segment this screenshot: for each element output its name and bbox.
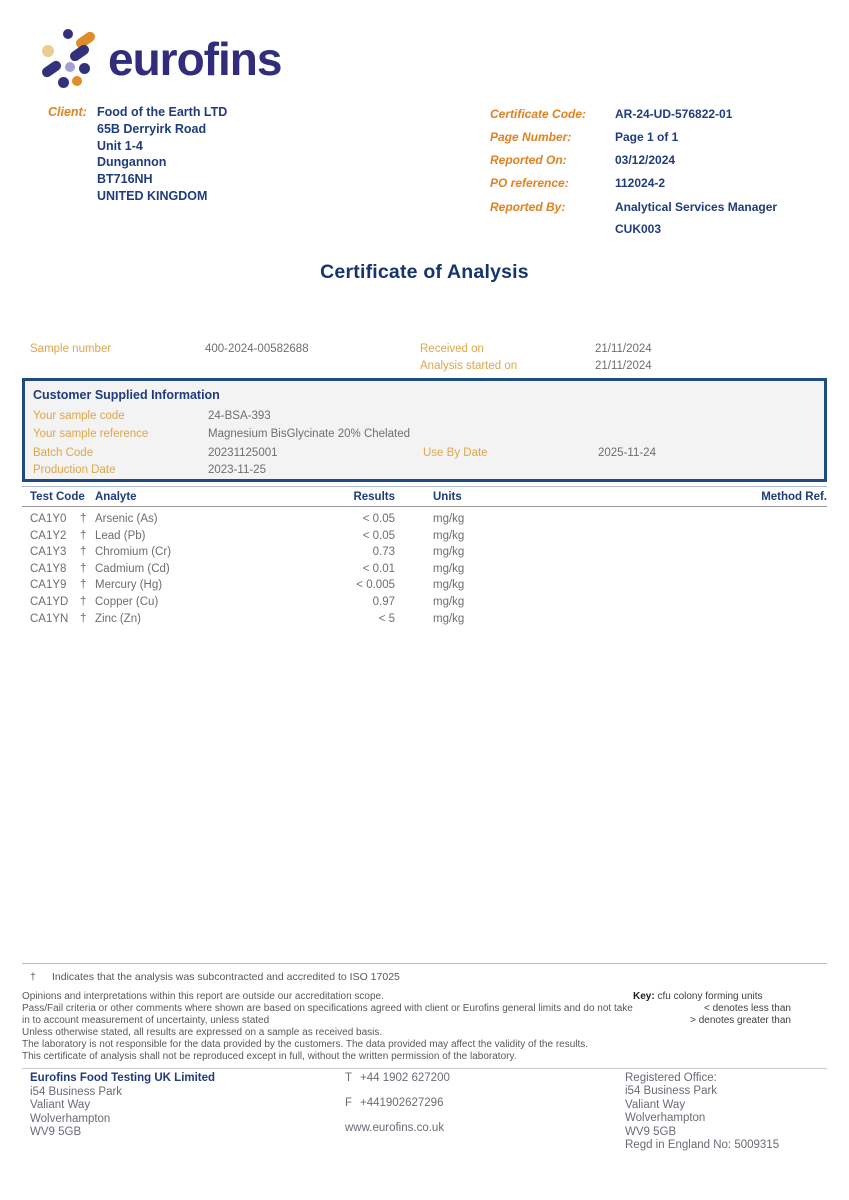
key-cfu-text: cfu colony forming units: [657, 991, 763, 1002]
result-cell: 0.97: [372, 595, 395, 608]
note-line: Pass/Fail criteria or other comments where shown are based on specifications agreed with client or Eurofins general limits and do not take in to account measurement of uncertainty, unless stated: [22, 1002, 633, 1026]
po-reference-value: 112024-2: [615, 176, 666, 190]
analyte-cell: Arsenic (As): [95, 513, 158, 525]
units-cell: mg/kg: [433, 562, 465, 575]
subcontracted-flag: †: [80, 595, 87, 608]
your-sample-reference-value: Magnesium BisGlycinate 20% Chelated: [208, 428, 410, 440]
footer-company-address3: Wolverhampton: [30, 1112, 111, 1125]
result-cell: < 5: [378, 612, 395, 625]
footer-company-block: [30, 1072, 215, 1140]
registered-address2: Valiant Way: [625, 1098, 686, 1111]
footer-registered-block: [625, 1072, 779, 1152]
reported-by-value: Analytical Services Manager: [615, 200, 778, 214]
key-block: [633, 991, 791, 1027]
eurofins-wordmark: eurofins: [108, 33, 282, 85]
page-number-value: Page 1 of 1: [615, 130, 679, 144]
fax-prefix: F: [345, 1097, 353, 1109]
sample-number-value: 400-2024-00582688: [205, 343, 309, 355]
customer-info-header: Customer Supplied Information: [33, 388, 220, 402]
fax-number: +441902627296: [360, 1097, 444, 1109]
registered-number: Regd in England No: 5009315: [625, 1139, 780, 1152]
note-line: The laboratory is not responsible for the data provided by the customers. The data provided may affect the validity of the results.: [22, 1038, 589, 1050]
registered-address3: Wolverhampton: [625, 1112, 706, 1125]
col-method-ref: Method Ref.: [761, 491, 827, 503]
table-row: [22, 512, 827, 529]
disclaimer-notes: [22, 991, 634, 1062]
logo-dot-icon: [79, 63, 90, 74]
key-less-than: < denotes less than: [703, 1002, 791, 1014]
results-table-header: [22, 487, 827, 507]
logo-capsule-icon: [68, 43, 91, 63]
website-link: www.eurofins.co.uk: [345, 1122, 445, 1134]
production-date-value: 2023-11-25: [208, 464, 266, 476]
notes-divider: [22, 963, 827, 964]
table-row: [22, 545, 827, 562]
registered-address4: WV9 5GB: [625, 1125, 677, 1138]
footer-company-address4: WV9 5GB: [30, 1126, 82, 1138]
use-by-date-label: Use By Date: [423, 447, 488, 459]
received-on-label: Received on: [420, 343, 484, 355]
col-units: Units: [433, 491, 462, 503]
footer-company-address2: Valiant Way: [30, 1099, 91, 1111]
certificate-code-label: Certificate Code:: [490, 107, 587, 121]
units-cell: mg/kg: [433, 595, 465, 608]
batch-code-label: Batch Code: [33, 447, 94, 459]
production-date-label: Production Date: [33, 464, 116, 476]
customer-supplied-info-box: [22, 378, 827, 482]
note-line: This certificate of analysis shall not be reproduced except in full, without the written permission of the laboratory.: [22, 1050, 517, 1062]
logo-capsule-icon: [40, 59, 63, 79]
subcontracted-flag: †: [80, 612, 87, 625]
phone-prefix: T: [345, 1072, 353, 1084]
client-name: Food of the Earth LTD: [97, 105, 228, 119]
analyte-cell: Lead (Pb): [95, 529, 146, 542]
dagger-symbol: †: [30, 971, 36, 983]
client-address2: Unit 1-4: [97, 138, 143, 153]
analyte-cell: Mercury (Hg): [95, 579, 163, 592]
eurofins-logo: [38, 26, 281, 90]
subcontracted-flag: †: [80, 529, 87, 542]
subcontracted-flag: †: [80, 562, 87, 575]
units-cell: mg/kg: [433, 529, 465, 542]
note-line: Opinions and interpretations within this report are outside our accreditation scope.: [22, 991, 384, 1002]
client-address1: 65B Derryirk Road: [97, 121, 207, 136]
results-table: [22, 486, 827, 628]
reported-on-value: 03/12/2024: [615, 153, 676, 167]
reported-by-value2: CUK003: [615, 222, 662, 236]
client-country: UNITED KINGDOM: [97, 188, 208, 203]
analyte-cell: Chromium (Cr): [95, 546, 172, 559]
footer-company-address1: i54 Business Park: [30, 1085, 123, 1098]
footer-company-name: Eurofins Food Testing UK Limited: [30, 1072, 216, 1084]
registered-office-label: Registered Office:: [625, 1072, 717, 1084]
reported-by-label: Reported By:: [490, 200, 566, 214]
test-code-cell: CA1Y3: [30, 546, 67, 559]
table-row: [22, 578, 827, 595]
test-code-cell: CA1YN: [30, 612, 69, 625]
units-cell: mg/kg: [433, 612, 465, 625]
your-sample-code-label: Your sample code: [33, 410, 125, 422]
result-cell: < 0.005: [356, 579, 395, 592]
page-title: Certificate of Analysis: [320, 261, 529, 283]
result-cell: < 0.05: [362, 529, 395, 542]
client-postcode: BT716NH: [97, 172, 153, 187]
result-cell: < 0.05: [362, 513, 395, 525]
client-city: Dungannon: [97, 155, 167, 170]
footer-contact-block: [345, 1072, 450, 1147]
result-cell: < 0.01: [362, 562, 395, 575]
test-code-cell: CA1Y0: [30, 513, 67, 525]
registered-address1: i54 Business Park: [625, 1085, 718, 1098]
test-code-cell: CA1Y2: [30, 529, 67, 542]
logo-dot-icon: [72, 76, 82, 86]
footer-divider: [22, 1068, 827, 1069]
analyte-cell: Copper (Cu): [95, 595, 159, 608]
table-row: [22, 529, 827, 546]
test-code-cell: CA1Y9: [30, 579, 67, 592]
received-on-value: 21/11/2024: [595, 343, 652, 355]
analyte-cell: Zinc (Zn): [95, 612, 141, 625]
table-row: [22, 612, 827, 629]
note-line: Unless otherwise stated, all results are expressed on a sample as received basis.: [22, 1026, 383, 1038]
analysis-started-value: 21/11/2024: [595, 360, 652, 372]
col-analyte: Analyte: [95, 491, 137, 503]
logo-dot-icon: [65, 62, 75, 72]
table-row: [22, 562, 827, 579]
key-label: Key:: [633, 991, 655, 1002]
sample-number-label: Sample number: [30, 343, 112, 355]
phone-number: +44 1902 627200: [360, 1072, 450, 1084]
table-row: [22, 595, 827, 612]
po-reference-label: PO reference:: [490, 176, 569, 190]
analysis-started-label: Analysis started on: [420, 360, 518, 372]
analyte-cell: Cadmium (Cd): [95, 562, 170, 575]
key-greater-than: > denotes greater than: [690, 1014, 791, 1026]
eurofins-logo-icon: [38, 26, 100, 90]
logo-dot-icon: [42, 45, 54, 57]
subcontracted-flag: †: [80, 579, 87, 592]
result-cell: 0.73: [372, 546, 395, 559]
page-number-label: Page Number:: [490, 130, 572, 144]
dagger-footnote: [30, 971, 400, 983]
col-results: Results: [353, 491, 395, 503]
batch-code-value: 20231125001: [208, 447, 278, 459]
subcontracted-flag: †: [80, 513, 87, 525]
logo-dot-icon: [63, 29, 73, 39]
certificate-code-value: AR-24-UD-576822-01: [615, 107, 733, 121]
dagger-text: Indicates that the analysis was subcontracted and accredited to ISO 17025: [52, 971, 400, 983]
use-by-date-value: 2025-11-24: [598, 447, 656, 459]
units-cell: mg/kg: [433, 546, 465, 559]
your-sample-reference-label: Your sample reference: [33, 428, 149, 440]
test-code-cell: CA1Y8: [30, 562, 67, 575]
test-code-cell: CA1YD: [30, 595, 69, 608]
subcontracted-flag: †: [80, 546, 87, 559]
your-sample-code-value: 24-BSA-393: [208, 410, 271, 422]
client-label: Client:: [48, 105, 87, 119]
reported-on-label: Reported On:: [490, 153, 567, 167]
col-test-code: Test Code: [30, 491, 85, 503]
logo-dot-icon: [58, 77, 69, 88]
units-cell: mg/kg: [433, 579, 465, 592]
units-cell: mg/kg: [433, 513, 465, 525]
